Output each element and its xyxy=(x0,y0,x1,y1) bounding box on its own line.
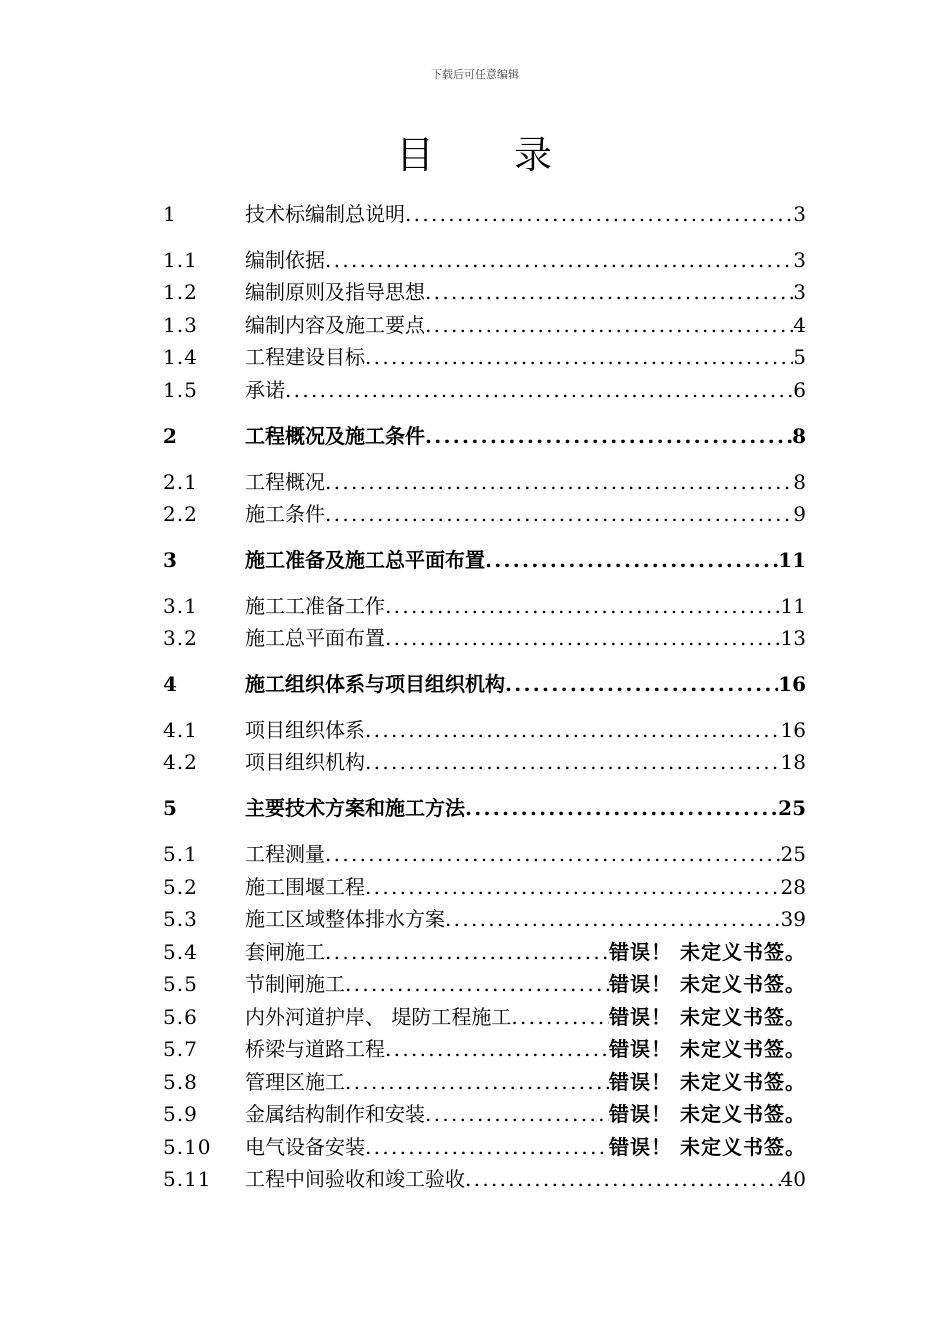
toc-leader-dots xyxy=(485,545,778,575)
toc-entry-number: 2 xyxy=(163,424,178,448)
toc-entry[interactable] xyxy=(163,1164,806,1194)
toc-entry-number: 4.2 xyxy=(163,750,198,774)
toc-entry-title: 节制闸施工 xyxy=(245,972,345,996)
toc-leader-dots xyxy=(345,1067,609,1097)
toc-entry-number: 3 xyxy=(163,548,178,572)
toc-entry-number: 5.4 xyxy=(163,940,198,964)
toc-entry-number: 5.5 xyxy=(163,972,198,996)
toc-entry-error: 错误！ 未定义书签。 xyxy=(609,1005,806,1029)
toc-entry-page: 16 xyxy=(780,718,806,742)
toc-entry-error: 错误！ 未定义书签。 xyxy=(609,1070,806,1094)
toc-entry-title: 施工围堰工程 xyxy=(245,875,365,899)
toc-entry-number: 5 xyxy=(163,796,178,820)
toc-entry-title: 工程概况 xyxy=(245,470,325,494)
toc-entry-number: 5.6 xyxy=(163,1005,198,1029)
toc-entry[interactable] xyxy=(163,1002,806,1032)
toc-entry-title: 工程中间验收和竣工验收 xyxy=(245,1167,465,1191)
toc-leader-dots xyxy=(365,715,781,745)
toc-entry-page: 5 xyxy=(793,345,806,369)
toc-entry-page: 6 xyxy=(793,378,806,402)
toc-entry[interactable] xyxy=(163,245,806,275)
toc-entry-title: 工程建设目标 xyxy=(245,345,365,369)
toc-entry-number: 1 xyxy=(163,202,177,226)
toc-entry-page: 8 xyxy=(793,470,806,494)
toc-leader-dots xyxy=(365,1132,609,1162)
toc-leader-dots xyxy=(365,872,781,902)
toc-entry-title: 施工组织体系与项目组织机构 xyxy=(245,672,505,696)
title-char-1: 目 xyxy=(395,133,436,177)
toc-entry-number: 5.3 xyxy=(163,907,198,931)
toc-leader-dots xyxy=(425,310,793,340)
toc-entry-page: 39 xyxy=(780,907,806,931)
toc-entry-title: 金属结构制作和安装 xyxy=(245,1102,425,1126)
toc-entry-number: 1.4 xyxy=(163,345,198,369)
toc-entry-page: 40 xyxy=(780,1167,806,1191)
toc-leader-dots xyxy=(425,421,792,451)
toc-leader-dots xyxy=(385,591,781,621)
toc-entry[interactable] xyxy=(163,793,806,823)
toc-entry-number: 1.3 xyxy=(163,313,198,337)
toc-entry-number: 5.9 xyxy=(163,1102,198,1126)
toc-leader-dots xyxy=(365,747,781,777)
toc-entry-page: 18 xyxy=(780,750,806,774)
toc-entry-number: 1.5 xyxy=(163,378,198,402)
toc-entry-number: 5.1 xyxy=(163,842,198,866)
toc-entry[interactable] xyxy=(163,1099,806,1129)
toc-entry-page: 11 xyxy=(778,548,806,572)
toc-entry[interactable] xyxy=(163,872,806,902)
toc-entry-title: 技术标编制总说明 xyxy=(245,202,405,226)
toc-leader-dots xyxy=(345,969,609,999)
toc-entry[interactable] xyxy=(163,199,806,229)
toc-leader-dots xyxy=(325,839,781,869)
toc-entry-page: 8 xyxy=(792,424,806,448)
toc-entry-number: 4 xyxy=(163,672,178,696)
toc-leader-dots xyxy=(405,199,793,229)
toc-entry-page: 13 xyxy=(780,626,806,650)
toc-entry[interactable] xyxy=(163,591,806,621)
toc-entry[interactable] xyxy=(163,904,806,934)
toc-entry-title: 施工区域整体排水方案 xyxy=(245,907,445,931)
toc-leader-dots xyxy=(365,342,793,372)
toc-entry-title: 主要技术方案和施工方法 xyxy=(245,796,465,820)
toc-entry-title: 承诺 xyxy=(245,378,285,402)
toc-entry[interactable] xyxy=(163,467,806,497)
toc-entry-number: 1.2 xyxy=(163,280,198,304)
toc-entry-number: 5.2 xyxy=(163,875,198,899)
toc-entry-title: 施工准备及施工总平面布置 xyxy=(245,548,485,572)
toc-leader-dots xyxy=(425,277,793,307)
toc-entry-page: 25 xyxy=(778,796,806,820)
toc-leader-dots xyxy=(465,1164,781,1194)
toc-entry-page: 9 xyxy=(793,502,806,526)
toc-entry[interactable] xyxy=(163,545,806,575)
toc-entry-error: 错误！ 未定义书签。 xyxy=(609,1135,806,1159)
toc-entry-number: 5.10 xyxy=(163,1135,212,1159)
toc-entry-title: 套闸施工 xyxy=(245,940,325,964)
toc-entry-page: 3 xyxy=(793,280,806,304)
toc-entry[interactable] xyxy=(163,310,806,340)
toc-entry-title: 管理区施工 xyxy=(245,1070,345,1094)
toc-entry-title: 桥梁与道路工程 xyxy=(245,1037,385,1061)
toc-entry[interactable] xyxy=(163,937,806,967)
toc-leader-dots xyxy=(325,245,793,275)
toc-entry[interactable] xyxy=(163,1067,806,1097)
toc-entry-page: 3 xyxy=(793,248,806,272)
toc-entry[interactable] xyxy=(163,1034,806,1064)
toc-entry-title: 施工总平面布置 xyxy=(245,626,385,650)
toc-entry-error: 错误！ 未定义书签。 xyxy=(609,940,806,964)
toc-entry-page: 28 xyxy=(780,875,806,899)
toc-entry-title: 电气设备安装 xyxy=(245,1135,365,1159)
toc-entry[interactable] xyxy=(163,669,806,699)
toc-leader-dots xyxy=(325,499,793,529)
toc-leader-dots xyxy=(445,904,781,934)
toc-entry-title: 施工工准备工作 xyxy=(245,594,385,618)
toc-entry-page: 3 xyxy=(793,202,806,226)
title-char-2: 录 xyxy=(514,133,555,177)
toc-entry[interactable] xyxy=(163,375,806,405)
toc-entry-number: 5.8 xyxy=(163,1070,198,1094)
toc-entry-number: 3.1 xyxy=(163,594,198,618)
toc-entry[interactable] xyxy=(163,715,806,745)
toc-entry-error: 错误！ 未定义书签。 xyxy=(609,1037,806,1061)
toc-entry-title: 编制依据 xyxy=(245,248,325,272)
toc-entry-title: 内外河道护岸、 堤防工程施工 xyxy=(245,1005,512,1029)
page-header: 下载后可任意编辑 xyxy=(431,68,519,81)
toc-entry[interactable] xyxy=(163,839,806,869)
toc-leader-dots xyxy=(425,1099,609,1129)
toc-entry-title: 编制原则及指导思想 xyxy=(245,280,425,304)
toc-leader-dots xyxy=(325,467,793,497)
toc-leader-dots xyxy=(505,669,778,699)
toc-entry-number: 5.11 xyxy=(163,1167,212,1191)
toc-entry-title: 项目组织机构 xyxy=(245,750,365,774)
toc-entry-title: 工程概况及施工条件 xyxy=(245,424,425,448)
toc-entry-page: 16 xyxy=(778,672,806,696)
toc-leader-dots xyxy=(285,375,793,405)
toc-entry[interactable] xyxy=(163,969,806,999)
toc-entry-number: 1.1 xyxy=(163,248,198,272)
toc-entry-number: 5.7 xyxy=(163,1037,198,1061)
toc-leader-dots xyxy=(465,793,778,823)
toc-entry[interactable] xyxy=(163,747,806,777)
toc-entry[interactable] xyxy=(163,421,806,451)
toc-entry-title: 工程测量 xyxy=(245,842,325,866)
toc-entry-number: 4.1 xyxy=(163,718,198,742)
toc-entry-page: 11 xyxy=(780,594,806,618)
toc-entry-title: 项目组织体系 xyxy=(245,718,365,742)
toc-entry-number: 2.2 xyxy=(163,502,198,526)
toc-entry-error: 错误！ 未定义书签。 xyxy=(609,972,806,996)
toc-entry[interactable] xyxy=(163,1132,806,1162)
toc-leader-dots xyxy=(511,1002,609,1032)
toc-entry-number: 3.2 xyxy=(163,626,198,650)
toc-entry[interactable] xyxy=(163,623,806,653)
toc-leader-dots xyxy=(325,937,609,967)
toc-entry-error: 错误！ 未定义书签。 xyxy=(609,1102,806,1126)
toc-entry-title: 编制内容及施工要点 xyxy=(245,313,425,337)
toc-entry-number: 2.1 xyxy=(163,470,198,494)
toc-entry-title: 施工条件 xyxy=(245,502,325,526)
toc-entry-page: 25 xyxy=(780,842,806,866)
toc-title xyxy=(0,124,950,179)
toc-entry[interactable] xyxy=(163,499,806,529)
toc-entry[interactable] xyxy=(163,342,806,372)
toc-leader-dots xyxy=(385,1034,609,1064)
toc-entry[interactable] xyxy=(163,277,806,307)
toc-leader-dots xyxy=(385,623,781,653)
toc-entry-page: 4 xyxy=(793,313,806,337)
